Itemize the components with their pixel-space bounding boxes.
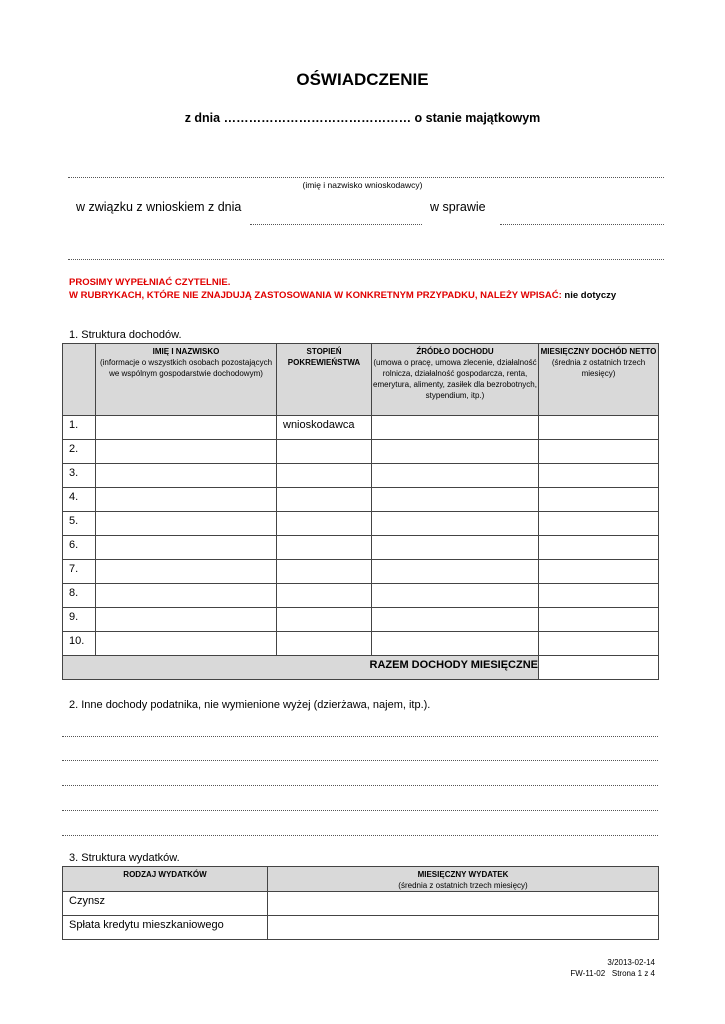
table-row — [63, 584, 659, 608]
table-row — [63, 512, 659, 536]
request-date-label: w związku z wnioskiem z dnia — [76, 200, 242, 214]
source-cell[interactable] — [372, 440, 539, 464]
other-income-line-5[interactable] — [62, 835, 658, 836]
name-cell[interactable] — [96, 560, 277, 584]
notice-legible: PROSIMY WYPEŁNIAĆ CZYTELNIE. — [69, 277, 231, 288]
other-income-line-3[interactable] — [62, 785, 658, 786]
other-income-line-4[interactable] — [62, 810, 658, 811]
income-header-relation — [277, 344, 372, 416]
expenses-header-type-title: RODZAJ WYDATKÓW — [123, 870, 207, 879]
amount-cell[interactable] — [539, 440, 659, 464]
expenses-header-amount-desc: (średnia z ostatnich trzech miesięcy) — [398, 881, 528, 890]
applicant-name-hint: (imię i nazwisko wnioskodawcy) — [302, 180, 423, 190]
source-cell[interactable] — [372, 536, 539, 560]
amount-cell[interactable] — [539, 416, 659, 440]
expenses-header-amount-title: MIESIĘCZNY WYDATEK — [417, 870, 509, 879]
table-row — [63, 892, 659, 916]
name-cell[interactable] — [96, 488, 277, 512]
name-cell[interactable] — [96, 416, 277, 440]
source-cell[interactable] — [372, 488, 539, 512]
income-header-amount-title: MIESIĘCZNY DOCHÓD NETTO — [540, 347, 657, 356]
income-total-label: RAZEM DOCHODY MIESIĘCZNE — [63, 656, 539, 680]
name-cell[interactable] — [96, 608, 277, 632]
matter-label: w sprawie — [430, 200, 486, 214]
amount-cell[interactable] — [539, 512, 659, 536]
income-header-name-title: IMIĘ I NAZWISKO — [152, 347, 220, 356]
name-cell[interactable] — [96, 584, 277, 608]
income-total-row — [63, 656, 659, 680]
expense-amount-cell[interactable] — [268, 892, 659, 916]
relation-cell[interactable] — [277, 512, 372, 536]
expenses-table — [62, 866, 659, 940]
row-number: 10. — [63, 632, 96, 656]
table-row — [63, 560, 659, 584]
name-cell[interactable] — [96, 536, 277, 560]
matter-line[interactable] — [500, 224, 664, 225]
income-header-source — [372, 344, 539, 416]
relation-cell[interactable] — [277, 608, 372, 632]
form-page-number: FW-11-02 Strona 1 z 4 — [570, 969, 655, 978]
income-header-source-desc: (umowa o pracę, umowa zlecenie, działalność rolnicza, działalność gospodarcza, renta, emerytura, alimenty, zasiłek dla bezrobotnych, stypendium, itp.) — [373, 358, 537, 400]
amount-cell[interactable] — [539, 488, 659, 512]
source-cell[interactable] — [372, 512, 539, 536]
row-number: 9. — [63, 608, 96, 632]
row-number: 2. — [63, 440, 96, 464]
relation-cell[interactable] — [277, 560, 372, 584]
expense-label: Spłata kredytu mieszkaniowego — [63, 916, 268, 940]
expenses-section-title: 3. Struktura wydatków. — [69, 852, 180, 864]
income-header-number — [63, 344, 96, 416]
page-footer — [570, 957, 655, 979]
table-row — [63, 416, 659, 440]
amount-cell[interactable] — [539, 560, 659, 584]
relation-cell[interactable] — [277, 632, 372, 656]
row-number: 1. — [63, 416, 96, 440]
amount-cell[interactable] — [539, 608, 659, 632]
document-title: OŚWIADCZENIE — [296, 70, 429, 89]
relation-cell[interactable] — [277, 488, 372, 512]
notice-not-applicable-value: nie dotyczy — [564, 290, 617, 301]
expenses-header-amount — [268, 867, 659, 892]
table-row — [63, 916, 659, 940]
amount-cell[interactable] — [539, 464, 659, 488]
expense-amount-cell[interactable] — [268, 916, 659, 940]
request-date-line[interactable] — [250, 224, 422, 225]
income-section-title: 1. Struktura dochodów. — [69, 329, 182, 341]
notice-not-applicable — [69, 290, 616, 301]
income-header-amount-desc: (średnia z ostatnich trzech miesięcy) — [551, 358, 646, 378]
other-income-line-1[interactable] — [62, 736, 658, 737]
relation-cell[interactable] — [277, 536, 372, 560]
source-cell[interactable] — [372, 608, 539, 632]
amount-cell[interactable] — [539, 536, 659, 560]
other-income-section-title: 2. Inne dochody podatnika, nie wymienione wyżej (dzierżawa, najem, itp.). — [69, 699, 431, 711]
table-row — [63, 608, 659, 632]
document-subtitle: z dnia ……………………………………… o stanie majątkowym — [184, 111, 541, 125]
applicant-name-line[interactable] — [68, 177, 664, 178]
expenses-table-header — [63, 867, 659, 892]
source-cell[interactable] — [372, 584, 539, 608]
table-row — [63, 536, 659, 560]
notice-not-applicable-text: W RUBRYKACH, KTÓRE NIE ZNAJDUJĄ ZASTOSOWANIA W KONKRETNYM PRZYPADKU, NALEŻY WPISAĆ: — [69, 290, 562, 301]
row-number: 3. — [63, 464, 96, 488]
name-cell[interactable] — [96, 632, 277, 656]
table-row — [63, 488, 659, 512]
name-cell[interactable] — [96, 440, 277, 464]
income-header-relation-title: STOPIEŃ POKREWIEŃSTWA — [287, 347, 361, 367]
relation-cell[interactable] — [277, 584, 372, 608]
relation-cell[interactable] — [277, 440, 372, 464]
income-total-amount[interactable] — [539, 656, 659, 680]
name-cell[interactable] — [96, 464, 277, 488]
row-number: 8. — [63, 584, 96, 608]
amount-cell[interactable] — [539, 584, 659, 608]
source-cell[interactable] — [372, 560, 539, 584]
table-row — [63, 632, 659, 656]
row-number: 7. — [63, 560, 96, 584]
amount-cell[interactable] — [539, 632, 659, 656]
table-row — [63, 464, 659, 488]
source-cell[interactable] — [372, 416, 539, 440]
other-income-line-2[interactable] — [62, 760, 658, 761]
source-cell[interactable] — [372, 632, 539, 656]
income-header-amount — [539, 344, 659, 416]
form-version: 3/2013-02-14 — [607, 958, 655, 967]
row-number: 6. — [63, 536, 96, 560]
relation-cell[interactable]: wnioskodawca — [277, 416, 372, 440]
expenses-header-type — [63, 867, 268, 892]
matter-continuation-line[interactable] — [68, 259, 664, 260]
relation-cell[interactable] — [277, 464, 372, 488]
income-table — [62, 343, 659, 680]
expense-label: Czynsz — [63, 892, 268, 916]
income-table-header — [63, 344, 659, 416]
income-header-name — [96, 344, 277, 416]
row-number: 4. — [63, 488, 96, 512]
row-number: 5. — [63, 512, 96, 536]
income-header-name-desc: (informacje o wszystkich osobach pozostających we wspólnym gospodarstwie dochodowym) — [99, 358, 273, 378]
table-row — [63, 440, 659, 464]
source-cell[interactable] — [372, 464, 539, 488]
income-header-source-title: ŹRÓDŁO DOCHODU — [416, 347, 494, 356]
name-cell[interactable] — [96, 512, 277, 536]
